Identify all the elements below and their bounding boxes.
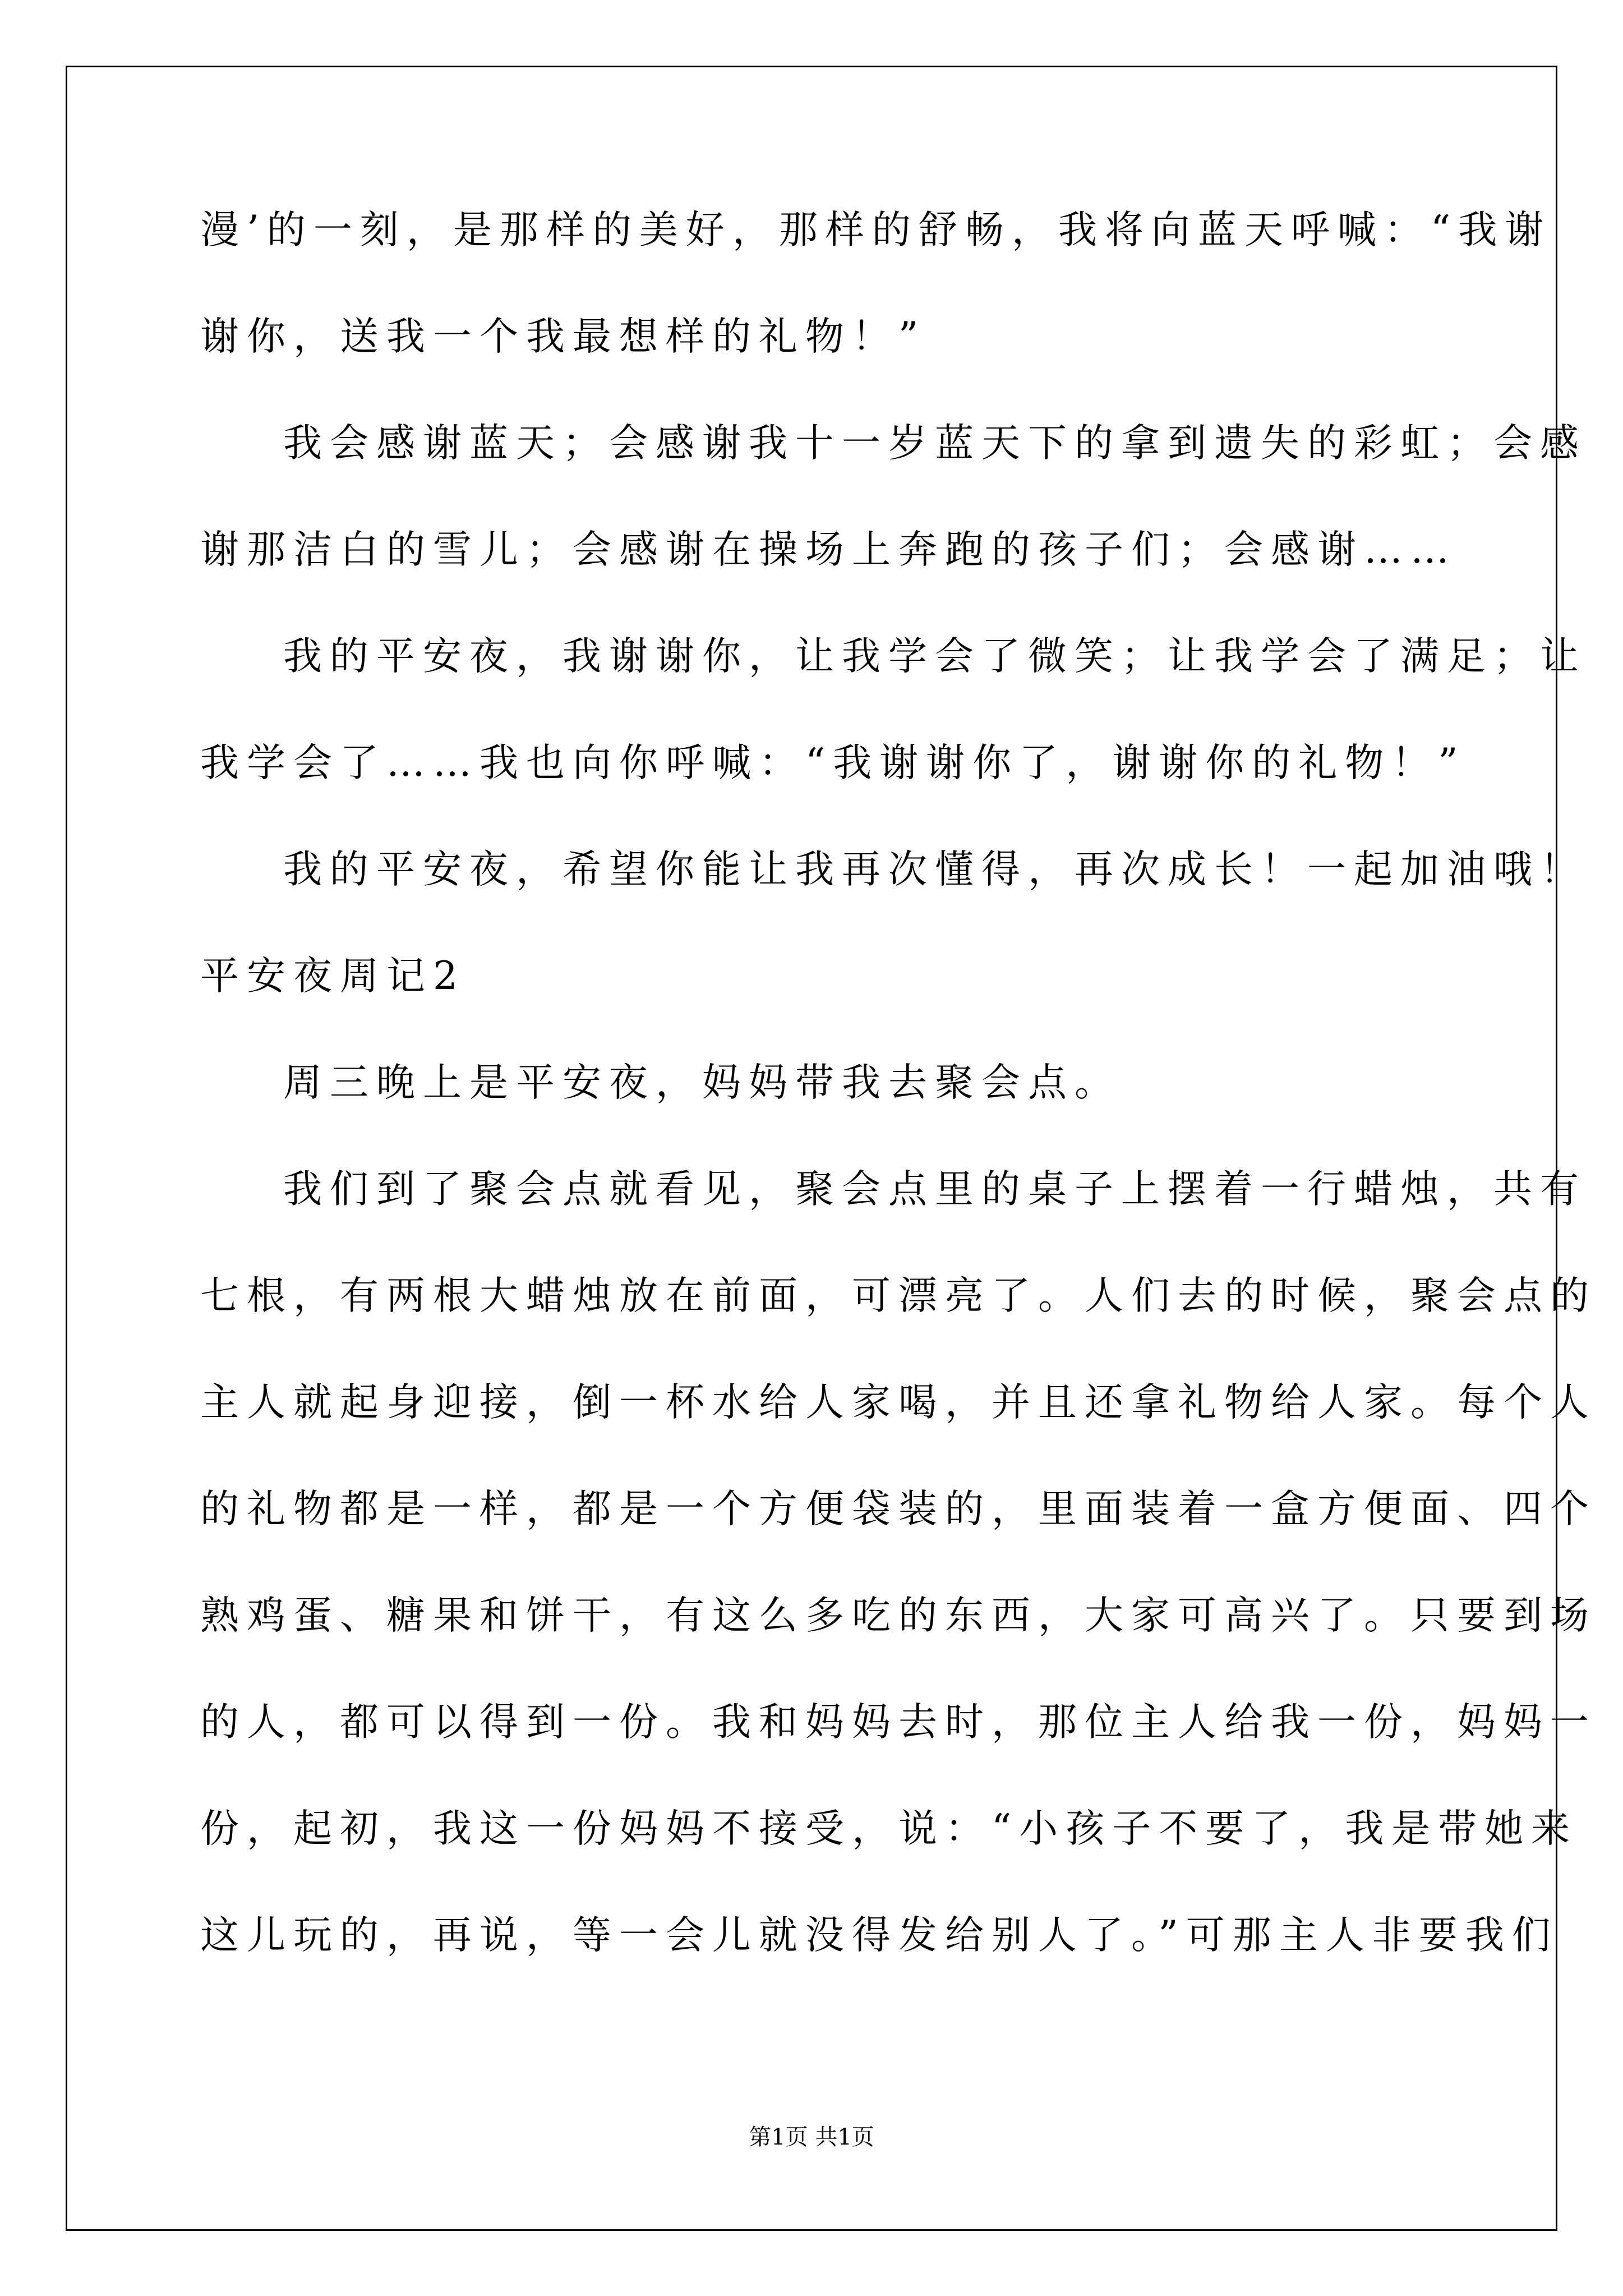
text-line: 漫’的一刻，是那样的美好，那样的舒畅，我将向蓝天呼喊：“我谢: [200, 208, 1552, 252]
page-border: [66, 66, 1557, 2231]
paragraph-start: 周三晚上是平安夜，妈妈带我去聚会点。: [283, 1060, 1121, 1105]
text-line: 的人，都可以得到一份。我和妈妈去时，那位主人给我一份，妈妈一: [200, 1700, 1597, 1745]
text-line: 的礼物都是一样，都是一个方便袋装的，里面装着一盒方便面、四个: [200, 1487, 1597, 1531]
text-line: 我学会了……我也向你呼喊：“我谢谢你了，谢谢你的礼物！”: [200, 740, 1466, 785]
paragraph-start: 我会感谢蓝天；会感谢我十一岁蓝天下的拿到遗失的彩虹；会感: [283, 421, 1587, 466]
text-line: 主人就起身迎接，倒一杯水给人家喝，并且还拿礼物给人家。每个人: [200, 1380, 1597, 1425]
paragraph-start: 我们到了聚会点就看见，聚会点里的桌子上摆着一行蜡烛，共有: [283, 1167, 1587, 1212]
text-line: 这儿玩的，再说，等一会儿就没得发给别人了。”可那主人非要我们: [200, 1913, 1559, 1958]
page-number: 第1页 共1页: [749, 2124, 874, 2150]
section-heading: 平安夜周记2: [200, 954, 465, 999]
text-line: 份，起初，我这一份妈妈不接受，说：“小孩子不要了，我是带她来: [200, 1806, 1578, 1851]
text-line: 熟鸡蛋、糖果和饼干，有这么多吃的东西，大家可高兴了。只要到场: [200, 1593, 1597, 1638]
text-line: 七根，有两根大蜡烛放在前面，可漂亮了。人们去的时候，聚会点的: [200, 1273, 1597, 1318]
paragraph-start: 我的平安夜，希望你能让我再次懂得，再次成长！一起加油哦！: [283, 847, 1587, 892]
text-line: 谢那洁白的雪儿；会感谢在操场上奔跑的孩子们；会感谢……: [200, 527, 1457, 572]
paragraph-start: 我的平安夜，我谢谢你，让我学会了微笑；让我学会了满足；让: [283, 634, 1587, 679]
text-line: 谢你，送我一个我最想样的礼物！”: [200, 314, 926, 359]
